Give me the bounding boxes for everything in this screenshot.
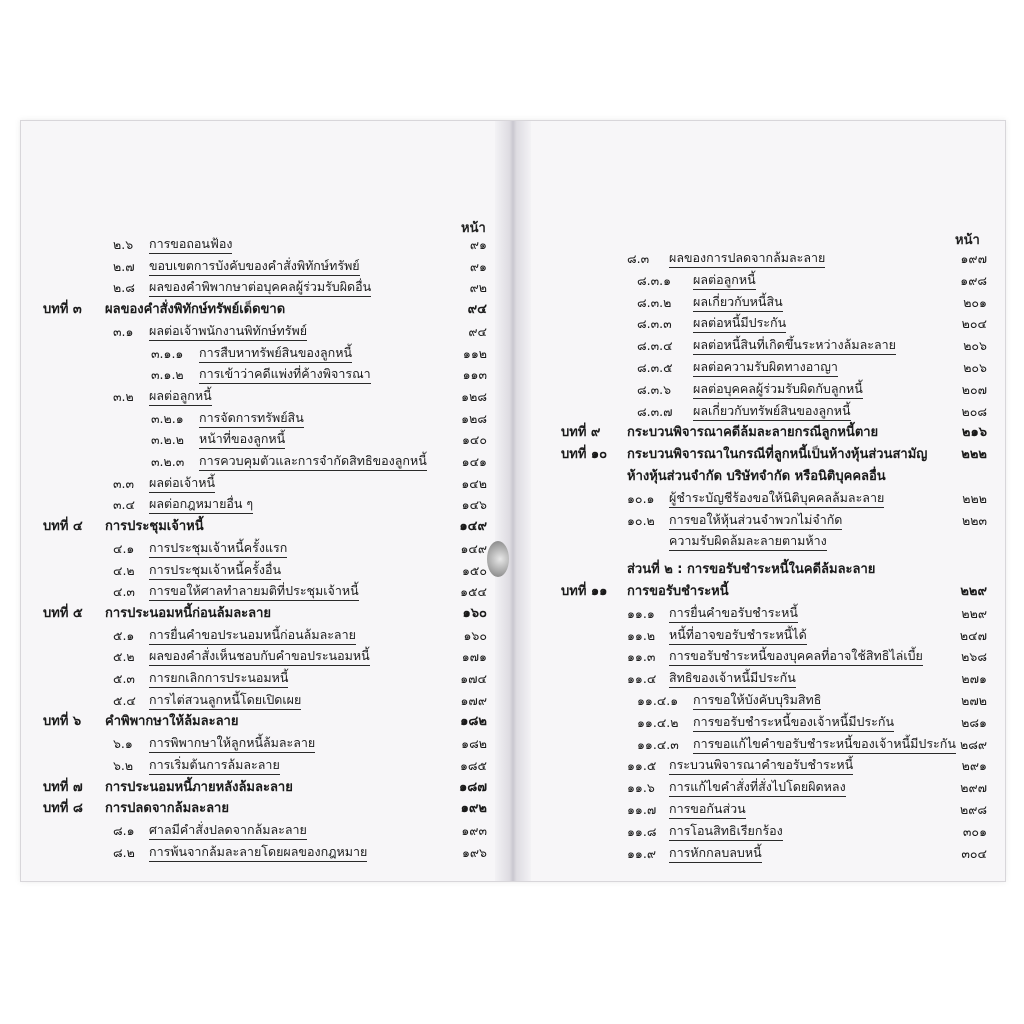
- toc-entry: [21, 691, 495, 711]
- toc-title: ผลเกี่ยวกับทรัพย์สินของลูกหนี้: [693, 402, 851, 421]
- toc-title: ผลของการปลดจากล้มละลาย: [669, 249, 825, 268]
- toc-page-number: ๑๘๒: [461, 736, 487, 752]
- toc-number: ๓.๔: [113, 497, 135, 513]
- toc-page-number: ๙๔: [467, 302, 487, 318]
- toc-title: การควบคุมตัวและการจำกัดสิทธิของลูกหนี้: [199, 452, 427, 471]
- toc-page-number: ๑๖๐: [462, 605, 487, 621]
- toc-entry: [531, 582, 1005, 602]
- toc-number: ๘.๓.๓: [637, 316, 672, 332]
- toc-page-number: ๒๒๓: [961, 512, 987, 528]
- toc-number: ๘.๒: [113, 844, 135, 860]
- toc-page-number: ๑๑๒: [462, 345, 487, 361]
- toc-entry: [21, 387, 495, 407]
- toc-entry: [531, 445, 1005, 465]
- toc-entry: [21, 409, 495, 429]
- toc-title: การประนอมหนี้ก่อนล้มละลาย: [105, 605, 272, 621]
- toc-entry: [21, 300, 495, 320]
- toc-page-number: ๒๘๙: [959, 736, 987, 752]
- toc-number: ๑๑.๑: [627, 605, 655, 621]
- toc-title: การขอให้หุ้นส่วนจำพวกไม่จำกัด: [669, 511, 842, 530]
- toc-entry: [21, 669, 495, 689]
- toc-title: การขอถอนฟ้อง: [149, 235, 232, 254]
- toc-title: ผลต่อกฎหมายอื่น ๆ: [149, 495, 253, 514]
- toc-page-number: ๒๐๗: [961, 381, 987, 397]
- toc-title: การประนอมหนี้ภายหลังล้มละลาย: [105, 779, 293, 795]
- toc-page-number: ๑๙๓: [461, 822, 487, 838]
- toc-entry: [531, 511, 1005, 531]
- toc-title: การขอกันส่วน: [669, 800, 746, 819]
- toc-page-number: ๙๑: [469, 258, 487, 274]
- toc-entry: [531, 402, 1005, 422]
- toc-entry: [21, 604, 495, 624]
- toc-title: การขอแก้ไขคำขอรับชำระหนี้ของเจ้าหนี้มีประกัน: [693, 735, 956, 754]
- toc-entry: [531, 336, 1005, 356]
- toc-title: การโอนสิทธิเรียกร้อง: [669, 822, 783, 841]
- toc-page-number: ๒๗๑: [961, 671, 987, 687]
- toc-page-number: ๒๒๒: [962, 490, 987, 506]
- toc-number: ๘.๓.๖: [637, 381, 672, 397]
- toc-page-number: ๒๑๖: [961, 425, 987, 441]
- toc-title: การประชุมเจ้าหนี้ครั้งอื่น: [149, 561, 281, 580]
- toc-number: ๓.๑: [113, 323, 134, 339]
- toc-title: การเริ่มต้นการล้มละลาย: [149, 756, 280, 775]
- toc-entry: [531, 560, 1005, 580]
- toc-page-number: ๑๘๕: [459, 757, 487, 773]
- toc-number: ๘.๓.๔: [637, 338, 673, 354]
- toc-entry: [21, 647, 495, 667]
- toc-page-number: ๒๒๙: [960, 584, 987, 599]
- toc-title: การขอรับชำระหนี้ของบุคคลที่อาจใช้สิทธิไล่เบี้ย: [669, 647, 923, 666]
- toc-page-number: ๒๗๒: [961, 693, 987, 708]
- toc-page-number: ๑๕๐: [461, 562, 487, 578]
- toc-number: ๑๑.๗: [627, 802, 657, 817]
- toc-number: ๓.๑.๒: [151, 367, 184, 383]
- toc-entry: [531, 380, 1005, 400]
- toc-number: ๑๑.๖: [627, 780, 655, 796]
- toc-entry: [21, 495, 495, 515]
- toc-number: ๘.๑: [113, 822, 135, 838]
- toc-entry: [531, 735, 1005, 755]
- toc-number: ๒.๖: [113, 237, 134, 252]
- toc-page-number: ๑๔๒: [461, 475, 487, 491]
- toc-title: ผลต่อบุคคลผู้ร่วมรับผิดกับลูกหนี้: [693, 380, 863, 399]
- book-gutter: [495, 121, 531, 881]
- toc-number: ๑๐.๒: [627, 512, 655, 528]
- toc-title: ผลต่อความรับผิดทางอาญา: [693, 358, 838, 377]
- toc-number: ๔.๑: [113, 540, 135, 556]
- toc-entry: [21, 582, 495, 602]
- toc-number: บทที่ ๔: [43, 519, 83, 535]
- toc-page-number: ๒๒๒: [961, 447, 987, 463]
- toc-entry: [531, 293, 1005, 313]
- toc-page-number: ๑๗๙: [460, 692, 487, 708]
- toc-page-number: ๑๙๒: [460, 801, 487, 817]
- toc-title: การแก้ไขคำสั่งที่สั่งไปโดยผิดหลง: [669, 778, 846, 797]
- toc-title: กระบวนพิจารณาในกรณีที่ลูกหนี้เป็นห้างหุ้นส่วนสามัญ: [627, 447, 928, 463]
- toc-page-number: ๑๕๔: [460, 584, 487, 600]
- toc-page-number: ๙๔: [468, 323, 487, 339]
- toc-page-number: ๒๐๑: [963, 294, 987, 310]
- right-page-header: หน้า: [955, 233, 980, 248]
- toc-entry: [21, 799, 495, 819]
- toc-page-number: ๑๘๒: [460, 714, 487, 730]
- toc-number: ๔.๓: [113, 584, 135, 600]
- toc-entry: [531, 756, 1005, 776]
- toc-title: ผลของคำพิพากษาต่อบุคคลผู้ร่วมรับผิดอื่น: [149, 278, 371, 297]
- toc-number: ๑๑.๙: [627, 845, 656, 861]
- toc-title: ผลต่อลูกหนี้: [149, 387, 212, 406]
- toc-number: ๕.๑: [113, 627, 135, 643]
- toc-title: การปลดจากล้มละลาย: [105, 801, 229, 817]
- toc-entry: [531, 800, 1005, 820]
- toc-page-number: ๑๔๙: [460, 540, 487, 556]
- toc-page-number: ๒๔๗: [959, 627, 987, 643]
- toc-page-number: ๑๙๗: [960, 251, 987, 266]
- toc-number: ๘.๓.๕: [637, 360, 673, 375]
- toc-number: ๑๐.๑: [627, 490, 655, 506]
- toc-title: การพ้นจากล้มละลายโดยผลของกฎหมาย: [149, 843, 367, 862]
- toc-page-number: ๒๖๘: [961, 649, 987, 665]
- toc-page-number: ๑๑๓: [462, 367, 487, 383]
- toc-entry: [531, 822, 1005, 842]
- toc-title: การยื่นคำขอประนอมหนี้ก่อนล้มละลาย: [149, 626, 356, 645]
- toc-page-number: ๑๒๘: [461, 388, 487, 404]
- toc-number: ๕.๒: [113, 649, 135, 665]
- toc-title: การขอให้บังคับบุริมสิทธิ: [693, 691, 821, 710]
- toc-entry: [531, 844, 1005, 864]
- toc-title: ผลของคำสั่งเห็นชอบกับคำขอประนอมหนี้: [149, 647, 370, 666]
- toc-title: ห้างหุ้นส่วนจำกัด บริษัทจำกัด หรือนิติบุคคลอื่น: [627, 469, 886, 484]
- toc-number: บทที่ ๑๑: [561, 584, 608, 599]
- toc-title: ผลต่อเจ้าหนี้: [149, 474, 215, 493]
- toc-entry: [21, 712, 495, 732]
- toc-title: การประชุมเจ้าหนี้: [105, 519, 204, 535]
- toc-number: ๓.๒.๑: [151, 410, 184, 426]
- toc-entry: [531, 691, 1005, 711]
- toc-page-number: ๒๒๙: [961, 605, 987, 621]
- toc-entry: [531, 489, 1005, 509]
- toc-number: บทที่ ๘: [43, 801, 83, 817]
- toc-page-number: ๒๐๘: [961, 403, 987, 419]
- toc-title: สิทธิของเจ้าหนี้มีประกัน: [669, 669, 796, 688]
- toc-number: ๘.๓: [627, 251, 650, 266]
- toc-number: บทที่ ๖: [43, 714, 82, 730]
- toc-title: ขอบเขตการบังคับของคำสั่งพิทักษ์ทรัพย์: [149, 257, 360, 276]
- toc-page-number: ๒๐๖: [963, 338, 987, 354]
- toc-number: บทที่ ๑๐: [561, 447, 608, 463]
- toc-page-number: ๙๑: [469, 237, 487, 252]
- toc-title: ผลต่อหนี้มีประกัน: [693, 314, 786, 333]
- toc-title: ความรับผิดล้มละลายตามห้าง: [669, 532, 827, 551]
- toc-number: บทที่ ๕: [43, 605, 83, 621]
- toc-entry: [531, 271, 1005, 291]
- toc-title: ศาลมีคำสั่งปลดจากล้มละลาย: [149, 821, 307, 840]
- toc-entry: [531, 604, 1005, 624]
- toc-number: ๑๑.๕: [627, 758, 657, 774]
- toc-entry: [21, 539, 495, 559]
- toc-title: ผลต่อลูกหนี้: [693, 271, 756, 290]
- toc-title: กระบวนพิจารณาคำขอรับชำระหนี้: [669, 756, 853, 775]
- toc-page-number: ๒๙๗: [960, 780, 987, 796]
- toc-entry: [531, 249, 1005, 269]
- toc-entry: [21, 778, 495, 798]
- toc-entry: [531, 626, 1005, 646]
- toc-entry: [21, 517, 495, 537]
- toc-entry: [531, 713, 1005, 733]
- toc-title: การหักกลบลบหนี้: [669, 844, 762, 863]
- toc-number: ๘.๓.๒: [637, 294, 672, 310]
- toc-entry: [21, 734, 495, 754]
- toc-title: ส่วนที่ ๒ : การขอรับชำระหนี้ในคดีล้มละลาย: [627, 562, 876, 578]
- toc-entry: [21, 821, 495, 841]
- toc-title: คำพิพากษาให้ล้มละลาย: [105, 714, 239, 730]
- toc-title: การขอรับชำระหนี้ของเจ้าหนี้มีประกัน: [693, 713, 894, 732]
- toc-page-number: ๒๐๖: [963, 360, 987, 375]
- left-page-header: หน้า: [461, 221, 486, 236]
- toc-number: ๓.๓: [113, 475, 135, 491]
- toc-page-number: ๓๐๔: [961, 845, 987, 861]
- toc-page-number: ๑๙๖: [461, 844, 487, 860]
- toc-title: การประชุมเจ้าหนี้ครั้งแรก: [149, 539, 287, 558]
- toc-number: ๔.๒: [113, 562, 135, 578]
- toc-entry: [531, 467, 1005, 487]
- toc-page-number: ๒๘๑: [961, 714, 987, 730]
- toc-number: ๘.๓.๗: [637, 403, 673, 419]
- toc-number: บทที่ ๗: [43, 779, 83, 795]
- toc-number: ๓.๒.๒: [151, 432, 184, 448]
- toc-number: ๖.๑: [113, 736, 133, 752]
- toc-page-number: ๑๔๖: [461, 497, 487, 513]
- toc-entry: [21, 322, 495, 342]
- toc-title: การไต่สวนลูกหนี้โดยเปิดเผย: [149, 691, 301, 710]
- toc-title: ผลเกี่ยวกับหนี้สิน: [693, 293, 783, 312]
- toc-entry: [21, 278, 495, 298]
- toc-number: ๘.๓.๑: [637, 272, 672, 288]
- toc-title: การเข้าว่าคดีแพ่งที่ค้างพิจารณา: [199, 365, 371, 384]
- toc-number: ๒.๗: [113, 258, 135, 274]
- toc-entry: [531, 314, 1005, 334]
- toc-number: ๑๑.๒: [627, 627, 656, 643]
- toc-entry: [21, 235, 495, 255]
- toc-title: การขอรับชำระหนี้: [627, 584, 729, 599]
- toc-title: การยื่นคำขอรับชำระหนี้: [669, 604, 798, 623]
- toc-number: บทที่ ๙: [561, 425, 601, 441]
- toc-entry: [531, 423, 1005, 443]
- toc-title: การจัดการทรัพย์สิน: [199, 409, 304, 428]
- toc-title: ผลต่อเจ้าพนักงานพิทักษ์ทรัพย์: [149, 322, 307, 341]
- toc-entry: [531, 669, 1005, 689]
- toc-title: ผลของคำสั่งพิทักษ์ทรัพย์เด็ดขาด: [105, 302, 286, 318]
- toc-number: ๑๑.๔.๑: [637, 693, 679, 708]
- toc-number: ๑๑.๓: [627, 649, 656, 665]
- toc-entry: [21, 626, 495, 646]
- toc-page-number: ๑๔๑: [461, 454, 487, 469]
- toc-entry: [21, 474, 495, 494]
- toc-title: การสืบหาทรัพย์สินของลูกหนี้: [199, 344, 352, 363]
- toc-entry: [21, 257, 495, 277]
- toc-page-number: ๑๖๐: [463, 627, 487, 643]
- toc-entry: [21, 843, 495, 863]
- toc-number: ๓.๒.๓: [151, 454, 185, 469]
- toc-entry: [21, 344, 495, 364]
- toc-title: การยกเลิกการประนอมหนี้: [149, 669, 288, 688]
- toc-page-number: ๑๗๑: [461, 649, 487, 665]
- binding-mark: [487, 541, 509, 577]
- toc-number: ๑๑.๔.๓: [637, 736, 679, 752]
- toc-number: ๑๑.๘: [627, 823, 657, 839]
- right-page: [531, 121, 1005, 881]
- book-spread: [20, 120, 1006, 882]
- toc-page-number: ๓๐๑: [962, 823, 987, 839]
- toc-entry: [531, 358, 1005, 378]
- toc-title: การพิพากษาให้ลูกหนี้ล้มละลาย: [149, 734, 315, 753]
- toc-page-number: ๒๐๔: [961, 316, 987, 332]
- toc-title: กระบวนพิจารณาคดีล้มละลายกรณีลูกหนี้ตาย: [627, 425, 879, 441]
- toc-entry: [21, 365, 495, 385]
- toc-entry: [21, 430, 495, 450]
- toc-page-number: ๑๙๘: [960, 272, 987, 288]
- toc-number: ๓.๒: [113, 388, 134, 404]
- toc-title: การขอให้ศาลทำลายมติที่ประชุมเจ้าหนี้: [149, 582, 359, 601]
- toc-title: หนี้ที่อาจขอรับชำระหนี้ได้: [669, 626, 807, 645]
- left-page: [21, 121, 495, 881]
- toc-page-number: ๑๗๔: [460, 671, 487, 686]
- toc-number: ๑๑.๔: [627, 671, 657, 687]
- toc-number: ๒.๘: [113, 280, 135, 296]
- toc-entry: [531, 647, 1005, 667]
- toc-page-number: ๒๙๑: [961, 758, 987, 774]
- toc-number: ๕.๔: [113, 692, 136, 708]
- toc-entry: [21, 452, 495, 472]
- toc-title: หน้าที่ของลูกหนี้: [199, 430, 285, 449]
- toc-entry: [21, 756, 495, 776]
- toc-entry: [21, 561, 495, 581]
- toc-entry: [531, 532, 1005, 552]
- toc-page-number: ๑๔๙: [459, 519, 487, 535]
- toc-page-number: ๙๒: [469, 280, 487, 296]
- toc-page-number: ๑๘๗: [458, 779, 487, 795]
- toc-title: ผลต่อหนี้สินที่เกิดขึ้นระหว่างล้มละลาย: [693, 336, 896, 355]
- toc-page-number: ๑๔๐: [461, 432, 487, 448]
- toc-number: ๑๑.๔.๒: [637, 714, 679, 730]
- toc-number: ๕.๓: [113, 671, 135, 686]
- toc-page-number: ๒๙๘: [959, 802, 987, 817]
- toc-number: ๖.๒: [113, 757, 134, 773]
- toc-title: ผู้ชำระบัญชีร้องขอให้นิติบุคคลล้มละลาย: [669, 489, 884, 508]
- toc-number: ๓.๑.๑: [151, 345, 184, 361]
- toc-number: บทที่ ๓: [43, 302, 82, 318]
- toc-page-number: ๑๒๘: [461, 410, 487, 426]
- toc-entry: [531, 778, 1005, 798]
